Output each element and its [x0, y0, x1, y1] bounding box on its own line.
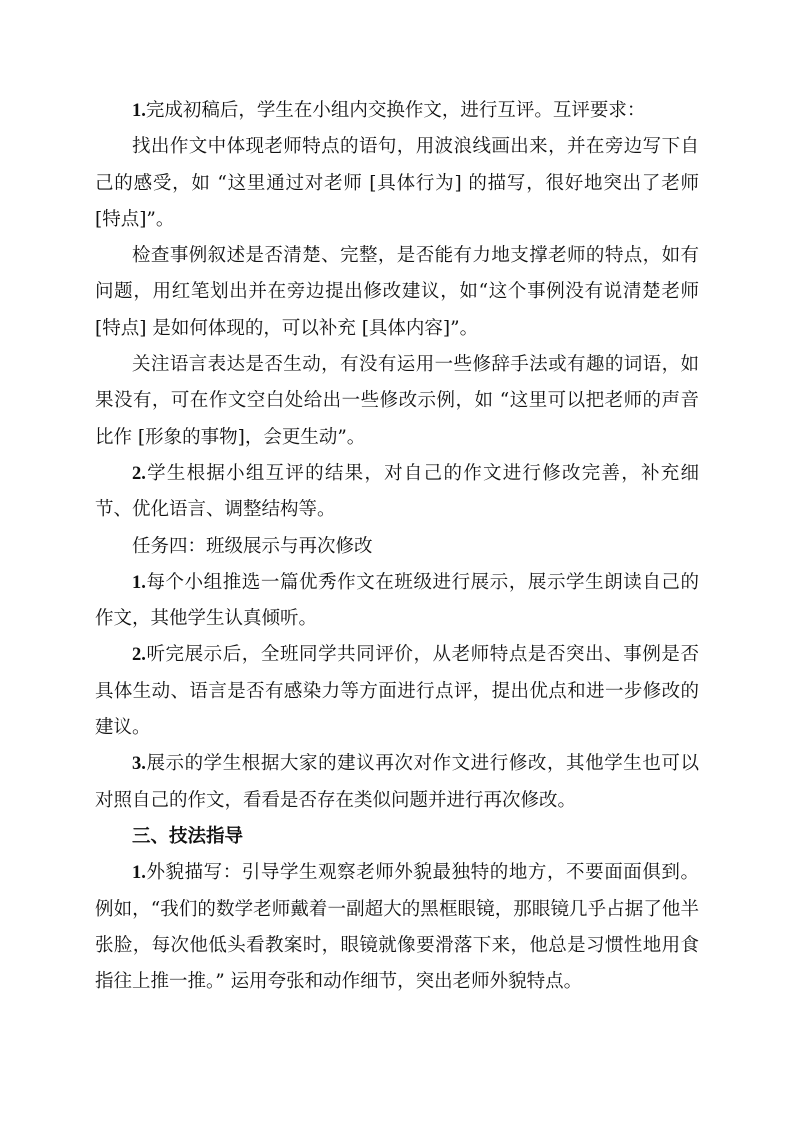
- final-paragraph: [95, 855, 699, 1000]
- paragraph-text: 找出作文中体现老师特点的语句，用波浪线画出来，并在旁边写下自己的感受，如 “这里通过对老师 [具体行为] 的描写，很好地突出了老师 [特点]”。: [95, 136, 699, 230]
- paragraph-text: 完成初稿后，学生在小组内交换作文，进行互评。互评要求：: [145, 100, 646, 121]
- paragraph-7: [95, 565, 699, 638]
- task-heading: [95, 529, 699, 565]
- paragraph-4: [95, 347, 699, 456]
- list-number: 2.: [132, 463, 146, 484]
- paragraph-5: [95, 456, 699, 529]
- paragraph-text: 听完展示后，全班同学共同评价，从老师特点是否突出、事例是否具体生动、语言是否有感染力等方面进行点评，提出优点和进一步修改的建议。: [95, 644, 699, 739]
- paragraph-3: [95, 238, 699, 347]
- paragraph-9: [95, 746, 699, 819]
- list-number: 1.: [132, 863, 146, 884]
- document-body: [95, 93, 699, 1000]
- paragraph-text: 外貌描写：引导学生观察老师外貌最独特的地方，不要面面俱到。例如，“我们的数学老师戴着一副超大的黑框眼镜，那眼镜几乎占据了他半张脸，每次他低头看教案时，眼镜就像要滑落下来，他总是习惯性地用食指往上推一推。” 运用夸张和动作细节，突出老师外貌特点。: [95, 862, 699, 993]
- paragraph-text: 每个小组推选一篇优秀作文在班级进行展示，展示学生朗读自己的作文，其他学生认真倾听。: [95, 571, 699, 630]
- list-number: 2.: [132, 645, 146, 666]
- list-number: 1.: [132, 572, 146, 593]
- paragraph-8: [95, 637, 699, 746]
- section-heading: 三、技法指导: [132, 825, 244, 847]
- paragraph-1: [95, 93, 699, 129]
- paragraph-text: 关注语言表达是否生动，有没有运用一些修辞手法或有趣的词语，如果没有，可在作文空白处给出一些修改示例，如 “这里可以把老师的声音比作 [形象的事物]，会更生动”。: [95, 354, 699, 448]
- list-number: 1.: [132, 101, 146, 121]
- list-number: 3.: [132, 754, 146, 775]
- paragraph-text: 任务四：班级展示与再次修改: [132, 535, 373, 557]
- paragraph-text: 学生根据小组互评的结果，对自己的作文进行修改完善，补充细节、优化语言、调整结构等。: [95, 462, 699, 521]
- paragraph-2: [95, 129, 699, 238]
- paragraph-text: 展示的学生根据大家的建议再次对作文进行修改，其他学生也可以对照自己的作文，看看是否存在类似问题并进行再次修改。: [95, 753, 699, 811]
- paragraph-text: 检查事例叙述是否清楚、完整，是否能有力地支撑老师的特点，如有问题，用红笔划出并在旁边提出修改建议，如“这个事例没有说清楚老师 [特点] 是如何体现的，可以补充 [具体内容]”。: [95, 245, 699, 339]
